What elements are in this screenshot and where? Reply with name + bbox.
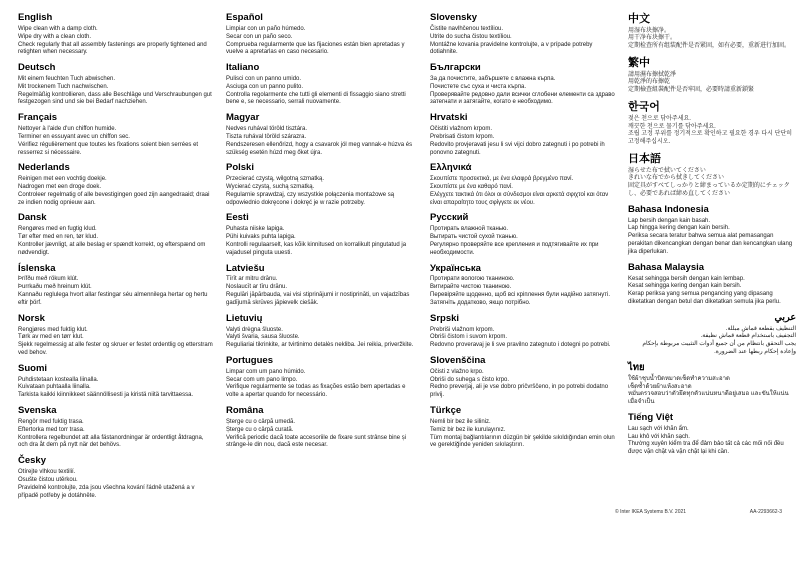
language-section (430, 406, 616, 450)
instruction-line: Lau sạch với khăn ẩm. (628, 425, 689, 432)
instruction-line: Nettoyer à l'aide d'un chiffon humide. (18, 126, 117, 133)
instruction-line: Nemli bir bez ile siliniz. (430, 419, 491, 425)
language-section (430, 264, 616, 308)
language-section (628, 101, 796, 147)
instruction-line: Kesat sehingga bersih dengan kain lembap. (628, 275, 745, 282)
language-heading: Česky (18, 455, 46, 467)
instruction-line: 깨끗한 천으로 물기를 닦아주세요. (628, 123, 716, 130)
instruction-line: Vérifiez régulièrement que toutes les fixations soient bien serrées et resserrez si nécessaire. (18, 141, 199, 156)
instruction-line: Rendszeresen ellenőrizd, hogy a csavarok jól meg vannak-e húzva és szükség esetén húzd meg őket újra. (226, 141, 413, 156)
language-heading: Srpski (430, 312, 460, 324)
language-section (18, 163, 214, 207)
instruction-line: 固定具がすべてしっかりと締まっているか定期的にチェックし、必要であれば締め直してください (628, 183, 790, 197)
instruction-line: Wipe dry with a clean cloth. (18, 33, 92, 40)
instruction-line: Limpiar con un paño húmedo. (226, 25, 306, 32)
instruction-line: 用乾淨的布擦乾 (628, 79, 671, 86)
instruction-line: 젖은 천으로 닦아주세요. (628, 115, 691, 122)
instruction-line: Wipe clean with a damp cloth. (18, 25, 98, 32)
language-section (226, 63, 418, 107)
instruction-line: Kesat sehingga kering dengan kain bersih. (628, 283, 742, 290)
instruction-line: Lau khô với khăn sạch. (628, 433, 690, 440)
language-heading: Slovensky (430, 12, 477, 23)
language-heading: Portugues (226, 354, 273, 366)
language-heading: Polski (226, 162, 254, 174)
language-section (226, 213, 418, 257)
instruction-line: Tørk av med en tørr klut. (18, 334, 84, 341)
instruction-line: 請用濕布擦拭乾淨 (628, 71, 677, 78)
instruction-line: Secar con un paño seco. (226, 33, 293, 40)
column-4 (628, 13, 796, 463)
language-section (628, 153, 796, 199)
instruction-line: เช็ดซ้ำด้วยผ้าแห้งสะอาด (628, 383, 692, 390)
language-section (628, 205, 796, 257)
instruction-line: Očistiti vlažnom krpom. (430, 126, 493, 133)
language-heading: Hrvatski (430, 112, 468, 124)
language-heading: Bahasa Malaysia (628, 261, 705, 273)
instruction-line: За да почистите, забършете с влажна кърпа. (430, 76, 556, 83)
instruction-line: Регулярно проверяйте все крепления и подтягивайте их при необходимости. (430, 241, 599, 256)
instruction-line: Kontroller jævnligt, at alle beslag er spændt korrekt, og efterspænd om nødvendigt. (18, 241, 206, 256)
language-section (226, 356, 418, 400)
instruction-line: Temiz bir bez ile kurulayınız. (430, 426, 506, 433)
instruction-line: التنظيف بقطعة قماش مبللة. (725, 325, 796, 332)
column-3 (430, 13, 616, 456)
language-section (18, 213, 214, 257)
instruction-line: Reguliariai tikrinkite, ar tvirtinimo detalės nekliba. Jei reikia, priveržkite. (226, 342, 414, 349)
language-section (430, 113, 616, 157)
language-heading: Dansk (18, 212, 47, 224)
instruction-line: Terminer en essuyant avec un chiffon sec. (18, 133, 130, 140)
instruction-line: Lap bersih dengan kain basah. (628, 217, 711, 224)
instruction-line: Wycierać czystą, suchą szmatką. (226, 184, 315, 191)
language-heading: English (18, 12, 53, 23)
instruction-line: Þurrkaðu með hreinum klút. (18, 284, 92, 291)
language-heading: Français (18, 112, 58, 124)
instruction-line: Redovno proveravaj je li sve pravilno zategnuto i dotegni po potrebi. (430, 342, 611, 349)
language-heading: 한국어 (628, 101, 660, 114)
instruction-line: หมั่นตรวจสอบว่าตัวยึดทุกตัวแน่นหนาดีอยู่เสมอ และขันให้แน่นเมื่อจำเป็น (628, 391, 789, 406)
language-heading: Magyar (226, 112, 260, 124)
instruction-line: Kontrolli regulaarselt, kas kõik kinnitused on korralikult pingutatud ja vajadusel pinguta uuesti. (226, 241, 407, 256)
language-section (18, 264, 214, 308)
language-section (18, 13, 214, 57)
language-section (430, 356, 616, 400)
language-section (430, 163, 616, 207)
language-section (18, 364, 214, 400)
language-heading: Български (430, 62, 481, 74)
language-heading: 中文 (628, 13, 650, 25)
instruction-line: Sjekk regelmessig at alle fester og skruer er festet ordentlig og etterstram ved behov. (18, 342, 213, 356)
instruction-line: التجفيف باستخدام قطعة قماش نظيفة. (700, 333, 796, 340)
language-heading: Italiano (226, 62, 260, 74)
language-heading: Ελληνικά (430, 162, 472, 174)
language-heading: Українська (430, 262, 481, 274)
language-heading: Bahasa Indonesia (628, 203, 709, 215)
language-heading: عربي (774, 311, 796, 323)
instruction-line: Secar com um pano limpo. (226, 376, 298, 383)
column-1 (18, 13, 214, 506)
instruction-line: Controleer regelmatig of alle bevestigingen goed zijn aangedraaid; draai ze indien nodig opnieuw aan. (18, 191, 210, 206)
column-2 (226, 13, 418, 456)
instruction-line: Șterge cu o cârpă curată. (226, 426, 294, 433)
instruction-line: Regulāri jāpārbauda, vai visi stiprinājumi ir nostiprināti, un vajadzības gadījumā skrūves jāpievelk ciešāk. (226, 292, 410, 306)
instruction-line: Pulisci con un panno umido. (226, 76, 302, 83)
instruction-line: Tør efter med en ren, tør klud. (18, 234, 99, 241)
instruction-line: Čistite navlhčenou textíliou. (430, 25, 504, 32)
instruction-line: Periksa secara teratur bahwa semua alat pemasangan perakitan dikencangkan dengan benar dan kencangkan ulang jika diperlukan. (628, 233, 793, 255)
language-section (226, 113, 418, 157)
language-heading: Latviešu (226, 262, 265, 274)
language-section (18, 314, 214, 358)
instruction-line: Σκουπίστε προσεκτικά, με ένα ελαφρά βρεγμένο πανί. (430, 176, 574, 183)
instruction-line: 湿らせた布で拭いてください (628, 167, 706, 174)
language-section (628, 313, 796, 357)
instruction-line: Redovito provjeravati jesu li svi vijci dobro zategnuti i po potrebi ih ponovno zategnuti. (430, 141, 605, 156)
instruction-line: Почистете със суха и чиста кърпа. (430, 83, 526, 90)
language-section (628, 57, 796, 95)
instruction-line: Utrite do sucha čistou textíliou. (430, 33, 512, 40)
language-section (628, 363, 796, 407)
instruction-line: Þrífðu með rökum klút. (18, 276, 79, 283)
instruction-line: Вытирать чистой сухой тканью. (430, 234, 518, 241)
instruction-line: Verifică periodic dacă toate accesoriile de fixare sunt strânse bine și strânge-le din nou, dacă este necesar. (226, 434, 407, 449)
instruction-line: Puhasta niiske lapiga. (226, 226, 285, 233)
language-heading: Türkçe (430, 405, 462, 417)
instruction-line: Rengjøres med fuktig klut. (18, 326, 88, 333)
instruction-line: 定期检查所有组装配件是否紧固，如有必要，重新进行加固。 (628, 43, 791, 50)
instruction-line: Regelmäßig kontrollieren, dass alle Beschläge und Verschraubungen gut festgezogen sind und sie bei Bedarf nachziehen. (18, 91, 212, 106)
instruction-line: Ελέγχετε τακτικά ότι όλοι οι σύνδεσμοι είναι αρκετά σφιχτοί και όταν είναι απαραίτητο τους σφίγγετε εκ νέου. (430, 191, 609, 206)
instruction-line: Controlla regolarmente che tutti gli elementi di fissaggio siano stretti bene e, se necessario, serrali nuovamente. (226, 91, 406, 106)
language-heading: Româna (226, 405, 264, 417)
instruction-line: Prebriši vlažnom krpom. (430, 326, 495, 333)
instruction-line: ใช้ผ้าชุบน้ำบิดหมาดเช็ดทำความสะอาด (628, 375, 730, 382)
language-section (18, 113, 214, 157)
instruction-line: Șterge cu o cârpă umedă. (226, 419, 296, 425)
instruction-line: Kerap periksa yang semua pengancing yang dipasang diketatkan dengan betul dan diketatkan semula jika perlu. (628, 291, 781, 305)
language-section (18, 63, 214, 107)
instruction-line: Tiszta ruhával töröld szárazra. (226, 133, 307, 140)
copyright-text: © Inter IKEA Systems B.V. 2021 (615, 509, 687, 515)
language-section (18, 406, 214, 450)
instruction-line: Nedves ruhával töröld tisztára. (226, 126, 308, 133)
instruction-line: Noslaucīt ar tīru drānu. (226, 284, 288, 291)
instruction-line: Mit einem feuchten Tuch abwischen. (18, 76, 116, 83)
language-heading: Svenska (18, 405, 57, 417)
instruction-line: Otírejte vlhkou textilií. (18, 469, 76, 476)
instruction-line: Thường xuyên kiểm tra để đảm bảo tất cả các mối nối đều được vặn chặt và vặn chặt lại khi cần. (628, 441, 784, 456)
language-section (226, 314, 418, 350)
language-section (628, 263, 796, 307)
instruction-line: Puhdistetaan kostealla liinalla. (18, 376, 99, 383)
instruction-line: きれいな布でから拭きしてください (628, 175, 725, 182)
instruction-line: Valyti drėgna šluoste. (226, 326, 283, 333)
instruction-line: Σκουπίστε με ένα καθαρό πανί. (430, 184, 513, 191)
language-heading: ไทย (628, 361, 645, 373)
instruction-line: Regularnie sprawdzaj, czy wszystkie połączenia montażowe są odpowiednio dokręcone i dokręć je w razie potrzeby. (226, 191, 395, 206)
instruction-line: Rengör med fuktig trasa. (18, 419, 84, 425)
instruction-line: Протирать влажной тканью. (430, 226, 509, 233)
language-section (226, 13, 418, 57)
language-heading: Lietuvių (226, 312, 263, 324)
instruction-line: Rengøres med en fugtig klud. (18, 226, 97, 233)
language-heading: Tiếng Việt (628, 411, 674, 423)
instruction-line: Przecierać czystą, wilgotną szmatką. (226, 176, 325, 183)
instruction-line: Kuivataan puhtaalla liinalla. (18, 384, 91, 391)
instruction-line: Comprueba regularmente que las fijaciones están bien apretadas y vuelve a apretarlas en caso necesario. (226, 41, 405, 56)
instruction-line: 用湿布块擦净。 (628, 27, 671, 34)
language-heading: Español (226, 12, 263, 23)
instruction-line: Eftertorka med torr trasa. (18, 426, 85, 433)
instruction-line: Check regularly that all assembly fastenings are properly tightened and retighten when necessary. (18, 41, 207, 56)
language-heading: Suomi (18, 362, 48, 374)
language-section (628, 13, 796, 51)
language-section (430, 63, 616, 107)
instruction-line: Obriši do suhega s čisto krpo. (430, 376, 510, 383)
language-heading: 繁中 (628, 57, 650, 70)
instruction-line: Osušte čistou utěrkou. (18, 476, 78, 483)
instruction-line: Перевіряйте щоденно, щоб всі кріплення були надійно затягнуті. Затягніть додатково, якщо потрібно. (430, 292, 611, 306)
instruction-line: Kontrollera regelbundet att alla fästanordningar är ordentligt åtdragna, och dra åt dem på nytt när det behövs. (18, 434, 204, 449)
instruction-line: 조립 고정 부위를 정기적으로 확인하고 필요한 경우 다시 단단히 고정해주십시오. (628, 131, 793, 146)
document-number: AA-2293662-3 (749, 509, 782, 515)
language-heading: Norsk (18, 312, 45, 324)
language-columns (18, 12, 796, 506)
instruction-line: Mit trockenem Tuch nachwischen. (18, 83, 109, 90)
instruction-line: 用干净布块擦干。 (628, 35, 677, 42)
language-section (628, 413, 796, 457)
instruction-line: Lap hingga kering dengan kain bersih. (628, 225, 730, 232)
language-heading: 日本語 (628, 152, 661, 165)
language-heading: Íslenska (18, 262, 56, 274)
instruction-line: Valyti švaria, sausa šluoste. (226, 334, 300, 341)
instruction-line: Limpar com um pano húmido. (226, 368, 306, 375)
language-heading: Русский (430, 212, 469, 224)
language-section (18, 456, 214, 500)
language-section (226, 163, 418, 207)
instruction-line: Asciuga con un panno pulito. (226, 83, 304, 90)
instruction-line: Prebrisati čistom krpom. (430, 133, 495, 140)
language-section (430, 13, 616, 57)
language-heading: Eesti (226, 212, 249, 224)
instruction-line: Витирайте чистою тканиною. (430, 284, 512, 291)
instruction-line: Očisti z vlažno krpo. (430, 368, 484, 375)
instruction-line: يجب التحقق بانتظام من أن جميع أدوات التثبيت مربوطة بإحكام وإعادة إحكام ربطها عند الضرورة. (642, 341, 796, 356)
instruction-line: Nadrogen met een droge doek. (18, 184, 102, 191)
instruction-line: 定期檢查組裝配件是否牢固，必要時請重新鎖緊 (628, 87, 755, 94)
instruction-line: Tīrīt ar mitru drānu. (226, 276, 278, 283)
instruction-line: Redno preverjaj, ali je vse dobro pričvrščeno, in po potrebi dodatno privij. (430, 384, 609, 399)
instruction-line: Проверявайте редовно дали всички сглобени елементи са здраво затегнати и затягайте, когато е необходимо. (430, 91, 615, 106)
language-section (430, 314, 616, 350)
instruction-line: Verifique regularmente se todas as fixações estão bem apertadas e volte a apertar quando for necessário. (226, 384, 406, 399)
instruction-line: Pühi kuivaks puhta lapiga. (226, 234, 296, 241)
language-heading: Slovenščina (430, 354, 486, 366)
page-footer (615, 509, 782, 515)
instruction-line: Протирати вологою тканиною. (430, 276, 515, 283)
instruction-line: Tüm montaj bağlantılarının düzgün bir şekilde sıkıldığından emin olun ve gerektiğinde yeniden sıkılaştırın. (430, 434, 615, 449)
language-heading: Deutsch (18, 62, 56, 74)
instruction-line: Tarkista kaikki kiinnikkeet säännöllisesti ja kiristä niitä tarvittaessa. (18, 392, 194, 399)
instruction-line: Reinigen met een vochtig doekje. (18, 176, 107, 183)
language-heading: Nederlands (18, 162, 70, 174)
language-section (226, 264, 418, 308)
instruction-line: Kannaðu reglulega hvort allar festingar séu almennilega hertar og hertu eftir þörf. (18, 292, 208, 306)
instruction-line: Montážne kovania pravidelne kontrolujte, a v prípade potreby dotiahnite. (430, 41, 593, 56)
instruction-line: Obriši čistom i suvom krpom. (430, 334, 508, 341)
language-section (430, 213, 616, 257)
language-section (226, 406, 418, 450)
instruction-line: Pravidelně kontrolujte, zda jsou všechna kování řádně utažená a v případě potřeby je dotáhněte. (18, 484, 195, 499)
